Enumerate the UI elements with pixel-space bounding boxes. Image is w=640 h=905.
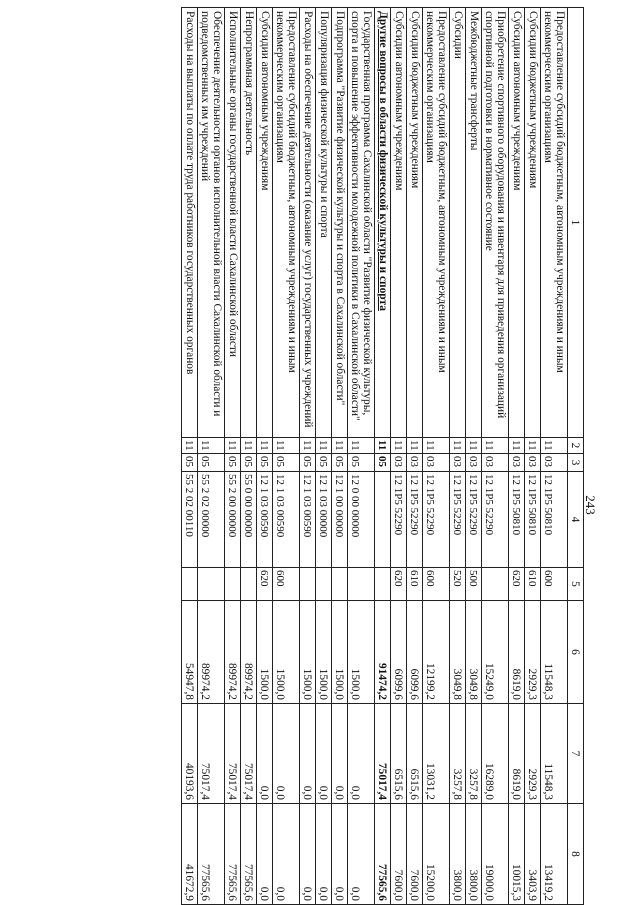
target-article-code: 12 1P5 52290 bbox=[450, 472, 466, 568]
target-article-code: 12 1 03 00590 bbox=[300, 472, 316, 568]
section-code: 11 bbox=[509, 438, 525, 454]
subsection-code: 03 bbox=[509, 454, 525, 472]
amount-year2: 11548,3 bbox=[541, 704, 568, 804]
table-row bbox=[257, 8, 273, 905]
section-code: 11 bbox=[482, 438, 509, 454]
subsection-code: 05 bbox=[241, 454, 257, 472]
expense-type-code: 610 bbox=[407, 568, 423, 601]
row-name: Расходы на выплаты по оплате труда работников государственных органов bbox=[182, 8, 198, 438]
row-name: Субсидии бюджетным учреждениям bbox=[407, 8, 423, 438]
target-article-code: 55 2 02 00110 bbox=[182, 472, 198, 568]
section-code: 11 bbox=[198, 438, 225, 454]
col-header: 5 bbox=[568, 568, 584, 601]
section-code: 11 bbox=[225, 438, 241, 454]
row-name: Расходы на обеспечение деятельности (оказание услуг) государственных учреждений bbox=[300, 8, 316, 438]
amount-year3: 3800,0 bbox=[466, 804, 482, 905]
table-row bbox=[182, 8, 198, 905]
amount-year1: 1500,0 bbox=[273, 601, 300, 704]
subsection-code: 03 bbox=[450, 454, 466, 472]
amount-year2: 75017,4 bbox=[198, 704, 225, 804]
amount-year3: 7600,0 bbox=[407, 804, 423, 905]
section-code: 11 bbox=[316, 438, 332, 454]
row-name: Субсидии бюджетным учреждениям bbox=[525, 8, 541, 438]
subsection-code: 05 bbox=[375, 454, 391, 472]
amount-year3: 7600,0 bbox=[391, 804, 407, 905]
amount-year1: 91474,2 bbox=[375, 601, 391, 704]
expense-type-code bbox=[482, 568, 509, 601]
amount-year1: 89974,2 bbox=[225, 601, 241, 704]
col-header: 6 bbox=[568, 601, 584, 704]
col-header: 7 bbox=[568, 704, 584, 804]
amount-year3: 0,0 bbox=[273, 804, 300, 905]
table-row bbox=[300, 8, 316, 905]
amount-year3: 77565,6 bbox=[375, 804, 391, 905]
subsection-code: 05 bbox=[316, 454, 332, 472]
amount-year1: 2929,3 bbox=[525, 601, 541, 704]
section-code: 11 bbox=[391, 438, 407, 454]
table-row bbox=[241, 8, 257, 905]
expense-type-code bbox=[316, 568, 332, 601]
expense-type-code: 620 bbox=[509, 568, 525, 601]
table-row bbox=[391, 8, 407, 905]
target-article-code: 12 1P5 52290 bbox=[423, 472, 450, 568]
table-row bbox=[482, 8, 509, 905]
page-number: 243 bbox=[583, 495, 598, 515]
target-article-code: 12 1P5 52290 bbox=[482, 472, 509, 568]
col-header: 4 bbox=[568, 472, 584, 568]
col-header: 2 bbox=[568, 438, 584, 454]
subsection-code: 05 bbox=[225, 454, 241, 472]
amount-year1: 12199,2 bbox=[423, 601, 450, 704]
row-name: Обеспечение деятельности органов исполнительной власти Сахалинской области и подведомственных им учреждений bbox=[198, 8, 225, 438]
amount-year3: 77565,6 bbox=[225, 804, 241, 905]
subsection-code: 05 bbox=[348, 454, 375, 472]
amount-year1: 3049,8 bbox=[450, 601, 466, 704]
subsection-code: 03 bbox=[391, 454, 407, 472]
row-name: Популяризация физической культуры и спорта bbox=[316, 8, 332, 438]
amount-year3: 0,0 bbox=[348, 804, 375, 905]
amount-year1: 3049,8 bbox=[466, 601, 482, 704]
target-article-code: 12 1P5 52290 bbox=[391, 472, 407, 568]
row-name: Непрограммная деятельность bbox=[241, 8, 257, 438]
amount-year2: 3257,8 bbox=[466, 704, 482, 804]
expense-type-code: 620 bbox=[257, 568, 273, 601]
amount-year3: 3800,0 bbox=[450, 804, 466, 905]
expense-type-code bbox=[332, 568, 348, 601]
amount-year3: 0,0 bbox=[300, 804, 316, 905]
table-row bbox=[198, 8, 225, 905]
row-name: Субсидии автономным учреждениям bbox=[391, 8, 407, 438]
expense-type-code bbox=[375, 568, 391, 601]
amount-year1: 1500,0 bbox=[316, 601, 332, 704]
amount-year1: 15249,0 bbox=[482, 601, 509, 704]
col-header: 1 bbox=[568, 8, 584, 438]
target-article-code: 55 2 02 00000 bbox=[198, 472, 225, 568]
amount-year1: 6099,6 bbox=[391, 601, 407, 704]
amount-year3: 41672,9 bbox=[182, 804, 198, 905]
section-code: 11 bbox=[541, 438, 568, 454]
section-code: 11 bbox=[348, 438, 375, 454]
amount-year2: 3257,8 bbox=[450, 704, 466, 804]
amount-year2: 0,0 bbox=[257, 704, 273, 804]
header-row bbox=[568, 8, 584, 905]
row-name: Приобретение спортивного оборудования и инвентаря для приведения организаций спортивной подготовки в нормативное состояние bbox=[482, 8, 509, 438]
table-row bbox=[423, 8, 450, 905]
expense-type-code: 600 bbox=[423, 568, 450, 601]
expense-type-code bbox=[300, 568, 316, 601]
section-code: 11 bbox=[273, 438, 300, 454]
amount-year2: 0,0 bbox=[316, 704, 332, 804]
target-article-code: 12 1P5 50810 bbox=[509, 472, 525, 568]
row-name: Предоставление субсидий бюджетным, автономным учреждениям и иным некоммерческим организациям bbox=[541, 8, 568, 438]
amount-year2: 75017,4 bbox=[241, 704, 257, 804]
amount-year3: 77565,6 bbox=[241, 804, 257, 905]
expense-type-code: 620 bbox=[391, 568, 407, 601]
amount-year2: 16289,0 bbox=[482, 704, 509, 804]
amount-year2: 6515,6 bbox=[407, 704, 423, 804]
target-article-code: 12 1P5 50810 bbox=[525, 472, 541, 568]
row-name: Предоставление субсидий бюджетным, автономным учреждениям и иным некоммерческим организациям bbox=[423, 8, 450, 438]
table-row bbox=[450, 8, 466, 905]
subsection-code: 03 bbox=[423, 454, 450, 472]
amount-year1: 54947,8 bbox=[182, 601, 198, 704]
section-code: 11 bbox=[525, 438, 541, 454]
amount-year2: 8619,0 bbox=[509, 704, 525, 804]
expense-type-code: 500 bbox=[466, 568, 482, 601]
target-article-code: 55 0 00 00000 bbox=[241, 472, 257, 568]
amount-year2: 13031,2 bbox=[423, 704, 450, 804]
amount-year2: 40193,6 bbox=[182, 704, 198, 804]
table-row bbox=[541, 8, 568, 905]
table-row bbox=[273, 8, 300, 905]
amount-year2: 2929,3 bbox=[525, 704, 541, 804]
row-name: Субсидии bbox=[450, 8, 466, 438]
amount-year3: 15200,0 bbox=[423, 804, 450, 905]
section-code: 11 bbox=[466, 438, 482, 454]
row-name: Другие вопросы в области физической культуры и спорта bbox=[375, 8, 391, 438]
subsection-code: 03 bbox=[541, 454, 568, 472]
budget-table bbox=[181, 7, 584, 905]
expense-type-code bbox=[182, 568, 198, 601]
subsection-code: 05 bbox=[273, 454, 300, 472]
amount-year1: 1500,0 bbox=[300, 601, 316, 704]
amount-year1: 11548,3 bbox=[541, 601, 568, 704]
amount-year3: 10015,3 bbox=[509, 804, 525, 905]
row-name: Исполнительные органы государственной власти Сахалинской области bbox=[225, 8, 241, 438]
amount-year1: 1500,0 bbox=[257, 601, 273, 704]
subsection-code: 03 bbox=[407, 454, 423, 472]
section-code: 11 bbox=[407, 438, 423, 454]
target-article-code: 55 2 00 00000 bbox=[225, 472, 241, 568]
table-row bbox=[466, 8, 482, 905]
section-code: 11 bbox=[332, 438, 348, 454]
section-code: 11 bbox=[423, 438, 450, 454]
expense-type-code bbox=[241, 568, 257, 601]
table-row bbox=[348, 8, 375, 905]
expense-type-code: 520 bbox=[450, 568, 466, 601]
amount-year2: 75017,4 bbox=[375, 704, 391, 804]
expense-type-code: 610 bbox=[525, 568, 541, 601]
section-code: 11 bbox=[182, 438, 198, 454]
amount-year3: 77565,6 bbox=[198, 804, 225, 905]
col-header: 8 bbox=[568, 804, 584, 905]
target-article-code: 12 1 03 00590 bbox=[273, 472, 300, 568]
amount-year2: 75017,4 bbox=[225, 704, 241, 804]
row-name: Субсидии автономным учреждениям bbox=[257, 8, 273, 438]
amount-year1: 6099,6 bbox=[407, 601, 423, 704]
amount-year3: 0,0 bbox=[332, 804, 348, 905]
subsection-code: 03 bbox=[525, 454, 541, 472]
expense-type-code: 600 bbox=[273, 568, 300, 601]
target-article-code: 12 0 00 00000 bbox=[348, 472, 375, 568]
target-article-code: 12 1P5 50810 bbox=[541, 472, 568, 568]
target-article-code: 12 1P5 52290 bbox=[466, 472, 482, 568]
amount-year2: 6515,6 bbox=[391, 704, 407, 804]
row-name: Государственная программа Сахалинской области "Развитие физической культуры, спорта и повышение эффективности молодежной политики в Сахалинской области" bbox=[348, 8, 375, 438]
amount-year3: 0,0 bbox=[316, 804, 332, 905]
amount-year2: 0,0 bbox=[332, 704, 348, 804]
row-name: Подпрограмма "Развитие физической культуры и спорта в Сахалинской области" bbox=[332, 8, 348, 438]
target-article-code bbox=[375, 472, 391, 568]
amount-year2: 0,0 bbox=[273, 704, 300, 804]
section-code: 11 bbox=[241, 438, 257, 454]
row-name: Предоставление субсидий бюджетным, автономным учреждениям и иным некоммерческим организациям bbox=[273, 8, 300, 438]
row-name: Субсидии автономным учреждениям bbox=[509, 8, 525, 438]
subsection-code: 05 bbox=[198, 454, 225, 472]
subsection-code: 05 bbox=[300, 454, 316, 472]
table-row bbox=[375, 8, 391, 905]
amount-year1: 89974,2 bbox=[198, 601, 225, 704]
expense-type-code bbox=[198, 568, 225, 601]
subsection-code: 05 bbox=[182, 454, 198, 472]
section-code: 11 bbox=[450, 438, 466, 454]
table-row bbox=[332, 8, 348, 905]
target-article-code: 12 1 03 00000 bbox=[316, 472, 332, 568]
col-header: 3 bbox=[568, 454, 584, 472]
amount-year1: 1500,0 bbox=[332, 601, 348, 704]
expense-type-code bbox=[348, 568, 375, 601]
table-row bbox=[225, 8, 241, 905]
subsection-code: 03 bbox=[466, 454, 482, 472]
target-article-code: 12 1 03 00590 bbox=[257, 472, 273, 568]
amount-year3: 0,0 bbox=[257, 804, 273, 905]
row-name: Межбюджетные трансферты bbox=[466, 8, 482, 438]
expense-type-code: 600 bbox=[541, 568, 568, 601]
amount-year2: 0,0 bbox=[348, 704, 375, 804]
table-row bbox=[407, 8, 423, 905]
subsection-code: 05 bbox=[332, 454, 348, 472]
amount-year2: 0,0 bbox=[300, 704, 316, 804]
subsection-code: 03 bbox=[482, 454, 509, 472]
section-code: 11 bbox=[257, 438, 273, 454]
target-article-code: 12 1P5 52290 bbox=[407, 472, 423, 568]
amount-year3: 13419,2 bbox=[541, 804, 568, 905]
table-row bbox=[509, 8, 525, 905]
table-row bbox=[316, 8, 332, 905]
amount-year3: 19000,0 bbox=[482, 804, 509, 905]
section-code: 11 bbox=[375, 438, 391, 454]
section-code: 11 bbox=[300, 438, 316, 454]
subsection-code: 05 bbox=[257, 454, 273, 472]
target-article-code: 12 1 00 00000 bbox=[332, 472, 348, 568]
table-row bbox=[525, 8, 541, 905]
amount-year1: 8619,0 bbox=[509, 601, 525, 704]
amount-year3: 3403,9 bbox=[525, 804, 541, 905]
amount-year1: 89974,2 bbox=[241, 601, 257, 704]
expense-type-code bbox=[225, 568, 241, 601]
amount-year1: 1500,0 bbox=[348, 601, 375, 704]
